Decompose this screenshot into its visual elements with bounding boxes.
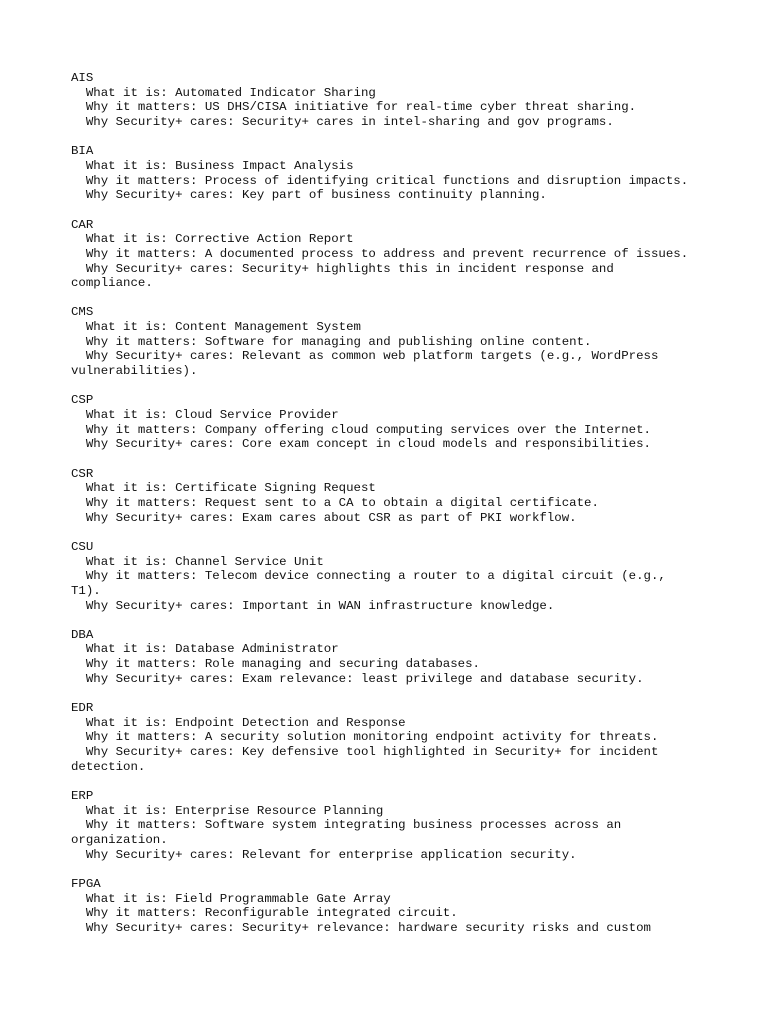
glossary-entry	[71, 701, 701, 774]
definition-line: What it is: Enterprise Resource Planning	[85, 803, 384, 818]
acronym-term: EDR	[71, 701, 94, 716]
importance-line: Why it matters: Software for managing and publishing online content.	[85, 334, 592, 349]
security-plus-line: Why Security+ cares: Security+ cares in intel-sharing and gov programs.	[85, 114, 614, 129]
importance-line: Why it matters: Telecom device connecting a router to a digital circuit (e.g., T1).	[71, 569, 674, 598]
acronym-term: AIS	[71, 71, 94, 85]
document-page	[71, 71, 701, 950]
importance-line: Why it matters: Role managing and securing databases.	[85, 657, 480, 672]
security-plus-line: Why Security+ cares: Key part of business continuity planning.	[85, 188, 547, 203]
security-plus-line: Why Security+ cares: Security+ relevance: hardware security risks and custom	[85, 920, 651, 935]
definition-line: What it is: Field Programmable Gate Array	[85, 891, 391, 906]
importance-line: Why it matters: Company offering cloud computing services over the Internet.	[85, 422, 651, 437]
glossary-entry	[71, 467, 701, 526]
importance-line: Why it matters: A documented process to address and prevent recurrence of issues.	[85, 246, 689, 261]
acronym-term: ERP	[71, 789, 94, 804]
importance-line: Why it matters: Software system integrating business processes across an organization.	[71, 818, 629, 847]
importance-line: Why it matters: A security solution monitoring endpoint activity for threats.	[85, 730, 659, 745]
definition-line: What it is: Business Impact Analysis	[85, 158, 354, 173]
definition-line: What it is: Endpoint Detection and Response	[85, 715, 406, 730]
acronym-term: CAR	[71, 217, 94, 232]
glossary-entry	[71, 628, 701, 687]
security-plus-line: Why Security+ cares: Core exam concept in cloud models and responsibilities.	[85, 437, 651, 452]
definition-line: What it is: Cloud Service Provider	[85, 408, 339, 423]
acronym-term: DBA	[71, 627, 94, 642]
glossary-entry	[71, 218, 701, 291]
acronym-term: CSP	[71, 393, 94, 408]
definition-line: What it is: Database Administrator	[85, 642, 339, 657]
security-plus-line: Why Security+ cares: Important in WAN infrastructure knowledge.	[85, 598, 555, 613]
definition-line: What it is: Corrective Action Report	[85, 232, 354, 247]
definition-line: What it is: Channel Service Unit	[85, 554, 324, 569]
security-plus-line: Why Security+ cares: Exam cares about CSR as part of PKI workflow.	[85, 510, 577, 525]
definition-line: What it is: Content Management System	[85, 320, 361, 335]
glossary-entry	[71, 71, 701, 130]
acronym-term: CSR	[71, 466, 94, 481]
security-plus-line: Why Security+ cares: Key defensive tool highlighted in Security+ for incident detection.	[71, 745, 666, 774]
definition-line: What it is: Certificate Signing Request	[85, 481, 376, 496]
importance-line: Why it matters: Reconfigurable integrated circuit.	[85, 906, 458, 921]
importance-line: Why it matters: US DHS/CISA initiative for real-time cyber threat sharing.	[85, 100, 637, 115]
security-plus-line: Why Security+ cares: Exam relevance: least privilege and database security.	[85, 671, 644, 686]
glossary-entry	[71, 540, 701, 613]
glossary-entry	[71, 305, 701, 378]
glossary-entry	[71, 393, 701, 452]
definition-line: What it is: Automated Indicator Sharing	[85, 85, 376, 100]
security-plus-line: Why Security+ cares: Security+ highlights this in incident response and compliance.	[71, 261, 622, 291]
glossary-entry	[71, 144, 701, 203]
acronym-term: FPGA	[71, 876, 101, 891]
acronym-term: CMS	[71, 305, 94, 320]
security-plus-line: Why Security+ cares: Relevant for enterprise application security.	[85, 847, 577, 862]
security-plus-line: Why Security+ cares: Relevant as common web platform targets (e.g., WordPress vulnerabilities).	[71, 349, 666, 379]
acronym-term: BIA	[71, 144, 94, 159]
glossary-entry	[71, 877, 701, 936]
glossary-entry	[71, 789, 701, 862]
acronym-term: CSU	[71, 539, 94, 554]
importance-line: Why it matters: Process of identifying critical functions and disruption impacts.	[85, 173, 689, 188]
importance-line: Why it matters: Request sent to a CA to obtain a digital certificate.	[85, 495, 599, 510]
